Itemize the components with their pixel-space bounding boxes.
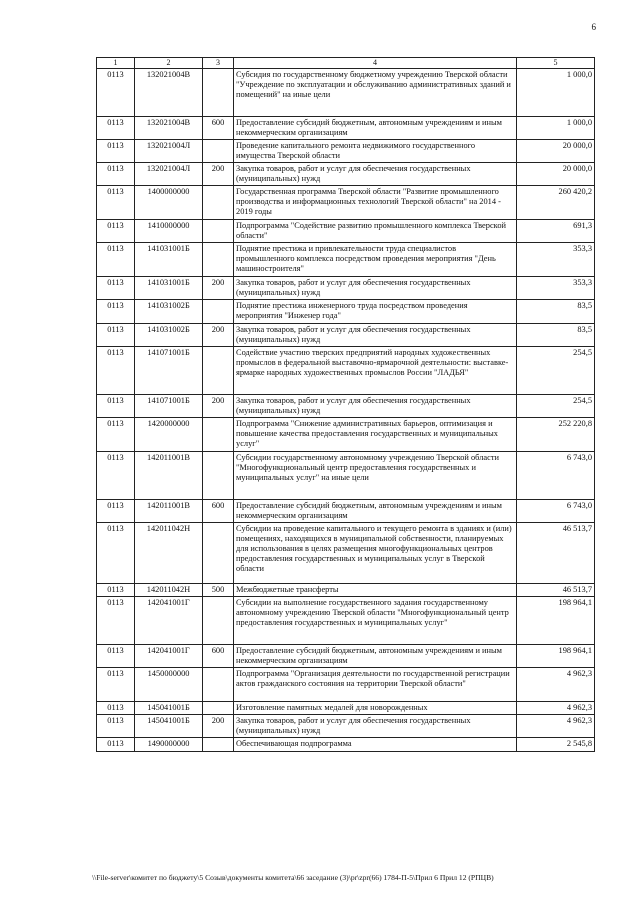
table-row xyxy=(97,394,595,417)
amount-cell: 4 962,3 xyxy=(517,715,595,738)
amount-cell: 83,5 xyxy=(517,323,595,346)
expense-type-cell: 600 xyxy=(203,116,234,139)
expense-type-cell: 200 xyxy=(203,715,234,738)
target-article-cell: 1420000000 xyxy=(135,417,203,451)
table-row xyxy=(97,220,595,243)
table-row xyxy=(97,68,595,116)
section-code-cell: 0113 xyxy=(97,323,135,346)
description-cell: Субсидии на проведение капитального и текущего ремонта в зданиях и (или) помещениях, находящихся в муниципальной собственности, планируемых для использования в целях размещения многофункциональных центров предоставления государственных и муниципальных услуг в Тверской области xyxy=(234,523,517,584)
header-col-3: 3 xyxy=(203,58,234,69)
table-row xyxy=(97,499,595,522)
section-code-cell: 0113 xyxy=(97,186,135,220)
amount-cell: 1 000,0 xyxy=(517,116,595,139)
target-article-cell: 1450000000 xyxy=(135,668,203,702)
description-cell: Содействие участию тверских предприятий народных художественных промыслов в федеральной выставочно-ярмарочной деятельности: выставке-ярмарке народных художественных промыслов России "ЛАДЬЯ" xyxy=(234,346,517,394)
description-cell: Закупка товаров, работ и услуг для обеспечения государственных (муниципальных) нужд xyxy=(234,162,517,185)
expense-type-cell xyxy=(203,300,234,323)
table-row xyxy=(97,738,595,751)
target-article-cell: 142041001Г xyxy=(135,645,203,668)
target-article-cell: 145041001Б xyxy=(135,715,203,738)
section-code-cell: 0113 xyxy=(97,116,135,139)
expense-type-cell: 200 xyxy=(203,323,234,346)
amount-cell: 20 000,0 xyxy=(517,139,595,162)
table-row xyxy=(97,715,595,738)
amount-cell: 2 545,8 xyxy=(517,738,595,751)
amount-cell: 4 962,3 xyxy=(517,702,595,715)
table-row xyxy=(97,645,595,668)
section-code-cell: 0113 xyxy=(97,523,135,584)
section-code-cell: 0113 xyxy=(97,715,135,738)
table-row xyxy=(97,451,595,499)
expense-type-cell xyxy=(203,243,234,277)
section-code-cell: 0113 xyxy=(97,499,135,522)
table-row xyxy=(97,597,595,645)
section-code-cell: 0113 xyxy=(97,584,135,597)
section-code-cell: 0113 xyxy=(97,346,135,394)
table-row xyxy=(97,417,595,451)
target-article-cell: 132021004Л xyxy=(135,162,203,185)
expense-type-cell xyxy=(203,702,234,715)
expense-type-cell xyxy=(203,417,234,451)
table-row xyxy=(97,139,595,162)
description-cell: Закупка товаров, работ и услуг для обеспечения государственных (муниципальных) нужд xyxy=(234,323,517,346)
description-cell: Закупка товаров, работ и услуг для обеспечения государственных (муниципальных) нужд xyxy=(234,394,517,417)
amount-cell: 6 743,0 xyxy=(517,499,595,522)
section-code-cell: 0113 xyxy=(97,243,135,277)
footer-file-path: \\File-server\комитет по бюджету\5 Созыв\документы комитета\66 заседание (3)\pr\zpr(66) 1784-П-5\Прил 6 Прил 12 (РПЦВ) xyxy=(92,873,494,882)
section-code-cell: 0113 xyxy=(97,300,135,323)
table-body xyxy=(97,68,595,751)
description-cell: Субсидии государственному автономному учреждению Тверской области "Многофункциональный центр предоставления государственных и муниципальных услуг" на иные цели xyxy=(234,451,517,499)
amount-cell: 254,5 xyxy=(517,394,595,417)
target-article-cell: 132021004В xyxy=(135,116,203,139)
header-col-5: 5 xyxy=(517,58,595,69)
target-article-cell: 1490000000 xyxy=(135,738,203,751)
section-code-cell: 0113 xyxy=(97,68,135,116)
description-cell: Межбюджетные трансферты xyxy=(234,584,517,597)
amount-cell: 198 964,1 xyxy=(517,645,595,668)
amount-cell: 46 513,7 xyxy=(517,584,595,597)
section-code-cell: 0113 xyxy=(97,451,135,499)
amount-cell: 691,3 xyxy=(517,220,595,243)
table-header-row xyxy=(97,58,595,69)
target-article-cell: 141071001Б xyxy=(135,394,203,417)
section-code-cell: 0113 xyxy=(97,702,135,715)
table-row xyxy=(97,116,595,139)
target-article-cell: 132021004В xyxy=(135,68,203,116)
target-article-cell: 141031002Б xyxy=(135,323,203,346)
target-article-cell: 142041001Г xyxy=(135,597,203,645)
expense-type-cell xyxy=(203,186,234,220)
description-cell: Субсидии на выполнение государственного задания государственному автономному учреждению Тверской области "Многофункциональный центр предоставления государственных и муниципальных услуг" xyxy=(234,597,517,645)
description-cell: Закупка товаров, работ и услуг для обеспечения государственных (муниципальных) нужд xyxy=(234,715,517,738)
description-cell: Проведение капитального ремонта недвижимого государственного имущества Тверской области xyxy=(234,139,517,162)
target-article-cell: 142011001В xyxy=(135,451,203,499)
section-code-cell: 0113 xyxy=(97,139,135,162)
description-cell: Изготовление памятных медалей для новорожденных xyxy=(234,702,517,715)
expense-type-cell: 500 xyxy=(203,584,234,597)
target-article-cell: 145041001Б xyxy=(135,702,203,715)
target-article-cell: 141031001Б xyxy=(135,277,203,300)
table-row xyxy=(97,523,595,584)
description-cell: Подпрограмма "Снижение административных барьеров, оптимизация и повышение качества предоставления государственных и муниципальных услуг" xyxy=(234,417,517,451)
target-article-cell: 141031002Б xyxy=(135,300,203,323)
table-row xyxy=(97,702,595,715)
section-code-cell: 0113 xyxy=(97,597,135,645)
table-row xyxy=(97,300,595,323)
section-code-cell: 0113 xyxy=(97,668,135,702)
description-cell: Субсидия по государственному бюджетному учреждению Тверской области "Учреждение по эксплуатации и обслуживанию административных зданий и помещений" на иные цели xyxy=(234,68,517,116)
description-cell: Подпрограмма "Содействие развитию промышленного комплекса Тверской области" xyxy=(234,220,517,243)
expense-type-cell xyxy=(203,668,234,702)
expense-type-cell: 200 xyxy=(203,162,234,185)
expense-type-cell: 600 xyxy=(203,499,234,522)
amount-cell: 252 220,8 xyxy=(517,417,595,451)
amount-cell: 4 962,3 xyxy=(517,668,595,702)
amount-cell: 83,5 xyxy=(517,300,595,323)
description-cell: Закупка товаров, работ и услуг для обеспечения государственных (муниципальных) нужд xyxy=(234,277,517,300)
header-col-2: 2 xyxy=(135,58,203,69)
amount-cell: 198 964,1 xyxy=(517,597,595,645)
table-row xyxy=(97,277,595,300)
section-code-cell: 0113 xyxy=(97,417,135,451)
amount-cell: 254,5 xyxy=(517,346,595,394)
description-cell: Обеспечивающая подпрограмма xyxy=(234,738,517,751)
description-cell: Государственная программа Тверской области "Развитие промышленного производства и информационных технологий Тверской области" на 2014 - 2019 годы xyxy=(234,186,517,220)
header-col-1: 1 xyxy=(97,58,135,69)
expense-type-cell xyxy=(203,597,234,645)
amount-cell: 46 513,7 xyxy=(517,523,595,584)
table-row xyxy=(97,243,595,277)
amount-cell: 260 420,2 xyxy=(517,186,595,220)
table-row xyxy=(97,323,595,346)
target-article-cell: 1400000000 xyxy=(135,186,203,220)
expense-type-cell xyxy=(203,68,234,116)
target-article-cell: 142011001В xyxy=(135,499,203,522)
expense-type-cell: 600 xyxy=(203,645,234,668)
description-cell: Поднятие престижа инженерного труда посредством проведения мероприятия "Инженер года" xyxy=(234,300,517,323)
target-article-cell: 142011042Н xyxy=(135,584,203,597)
amount-cell: 353,3 xyxy=(517,243,595,277)
expense-type-cell xyxy=(203,451,234,499)
section-code-cell: 0113 xyxy=(97,162,135,185)
amount-cell: 1 000,0 xyxy=(517,68,595,116)
description-cell: Подпрограмма "Организация деятельности по государственной регистрации актов гражданского состояния на территории Тверской области" xyxy=(234,668,517,702)
section-code-cell: 0113 xyxy=(97,220,135,243)
expense-type-cell: 200 xyxy=(203,394,234,417)
target-article-cell: 141071001Б xyxy=(135,346,203,394)
section-code-cell: 0113 xyxy=(97,277,135,300)
expense-type-cell xyxy=(203,346,234,394)
table-row xyxy=(97,186,595,220)
description-cell: Поднятие престижа и привлекательности труда специалистов промышленного комплекса посредством проведения мероприятия "День машиностроителя" xyxy=(234,243,517,277)
table-row xyxy=(97,584,595,597)
header-col-4: 4 xyxy=(234,58,517,69)
expense-type-cell xyxy=(203,523,234,584)
amount-cell: 353,3 xyxy=(517,277,595,300)
expense-type-cell: 200 xyxy=(203,277,234,300)
description-cell: Предоставление субсидий бюджетным, автономным учреждениям и иным некоммерческим организациям xyxy=(234,116,517,139)
budget-table xyxy=(96,57,595,752)
target-article-cell: 141031001Б xyxy=(135,243,203,277)
page-number: 6 xyxy=(591,22,596,32)
expense-type-cell xyxy=(203,220,234,243)
table-row xyxy=(97,162,595,185)
section-code-cell: 0113 xyxy=(97,394,135,417)
target-article-cell: 132021004Л xyxy=(135,139,203,162)
amount-cell: 20 000,0 xyxy=(517,162,595,185)
expense-type-cell xyxy=(203,738,234,751)
target-article-cell: 1410000000 xyxy=(135,220,203,243)
description-cell: Предоставление субсидий бюджетным, автономным учреждениям и иным некоммерческим организациям xyxy=(234,645,517,668)
expense-type-cell xyxy=(203,139,234,162)
target-article-cell: 142011042Н xyxy=(135,523,203,584)
section-code-cell: 0113 xyxy=(97,645,135,668)
description-cell: Предоставление субсидий бюджетным, автономным учреждениям и иным некоммерческим организациям xyxy=(234,499,517,522)
table-row xyxy=(97,668,595,702)
section-code-cell: 0113 xyxy=(97,738,135,751)
amount-cell: 6 743,0 xyxy=(517,451,595,499)
table-row xyxy=(97,346,595,394)
